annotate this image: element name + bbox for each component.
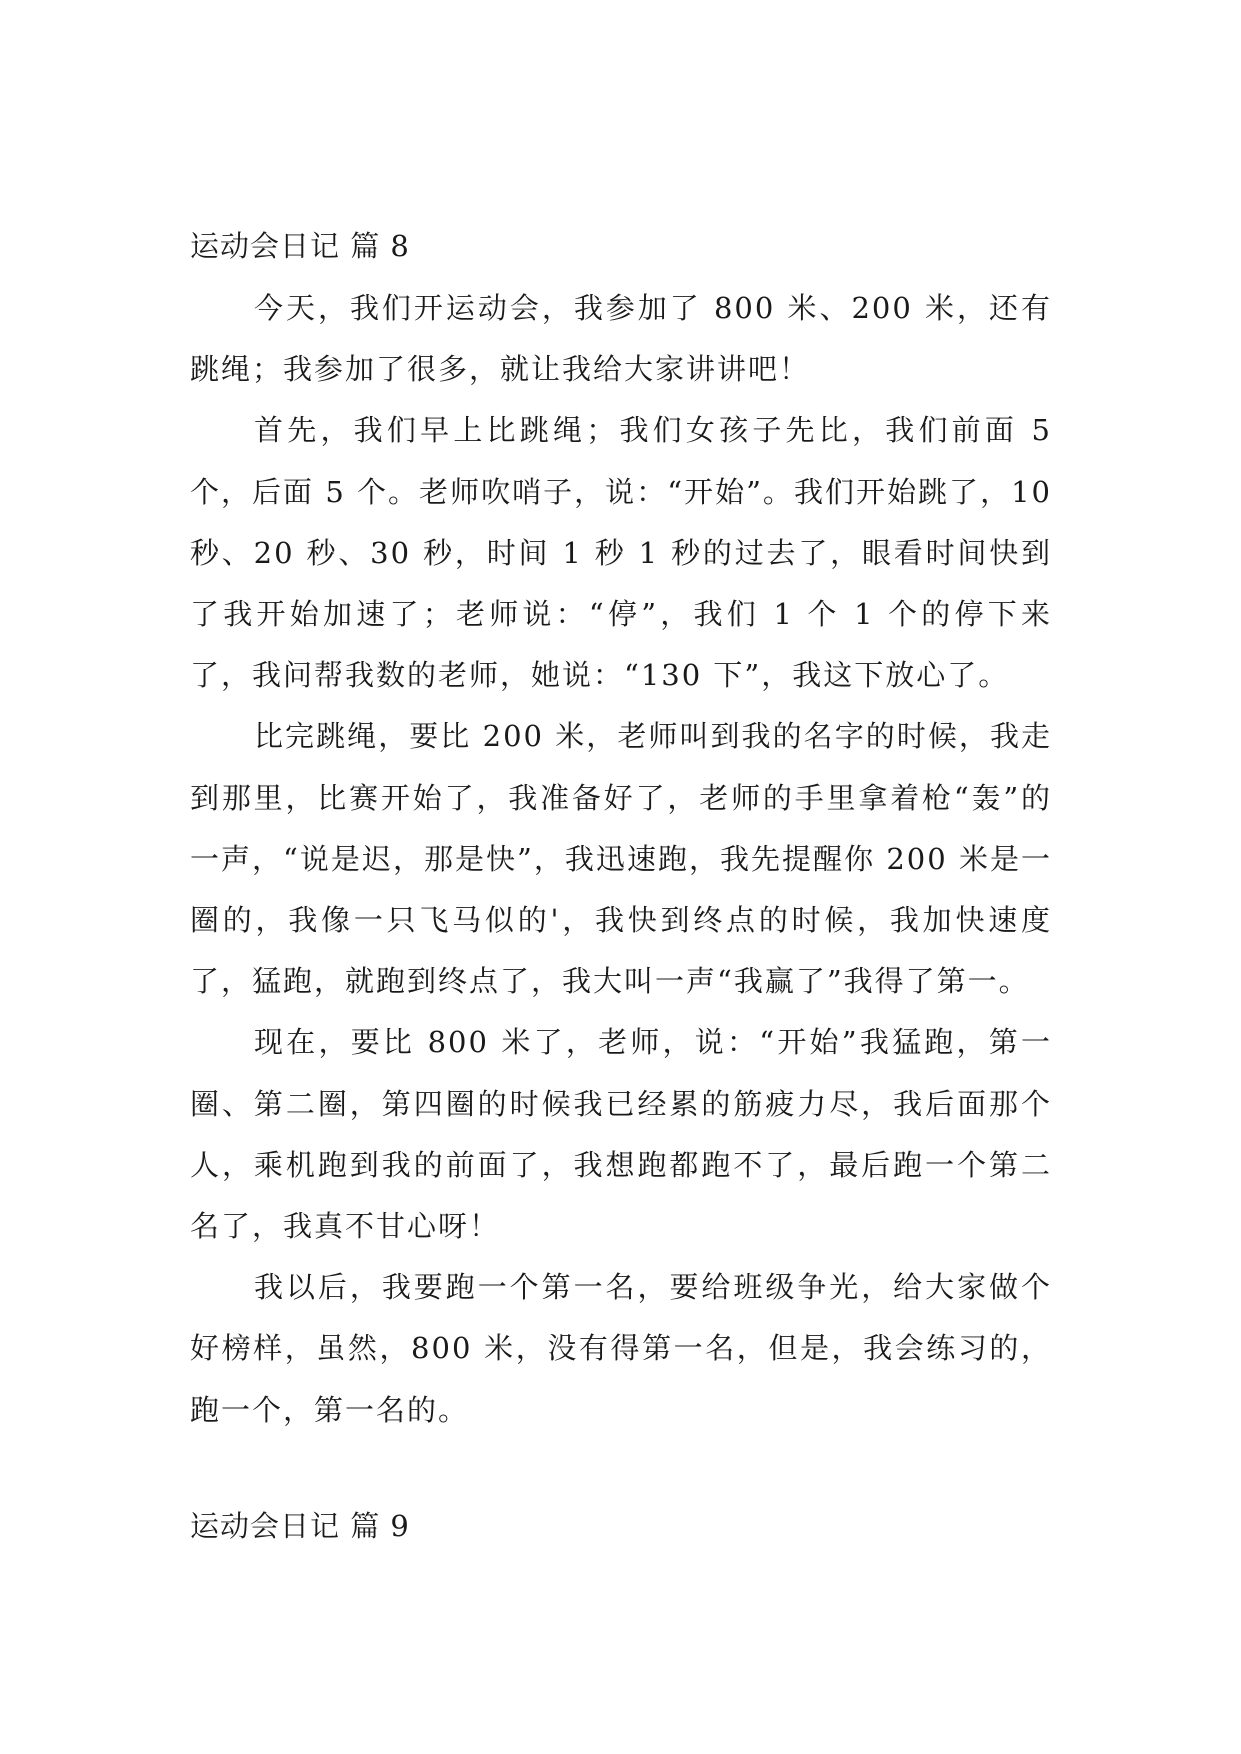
paragraph-1: 今天，我们开运动会，我参加了 800 米、200 米，还有跳绳；我参加了很多，就让我给大家讲讲吧！ <box>190 291 1052 387</box>
section-9-title: 运动会日记 篇 9 <box>190 1509 410 1543</box>
paragraph-5: 我以后，我要跑一个第一名，要给班级争光，给大家做个好榜样，虽然，800 米，没有得第一名，但是，我会练习的，跑一个，第一名的。 <box>190 1270 1052 1427</box>
paragraph-2: 首先，我们早上比跳绳；我们女孩子先比，我们前面 5 个，后面 5 个。老师吹哨子，说：“开始”。我们开始跳了，10 秒、20 秒、30 秒，时间 1 秒 1 秒的过去了，眼看时间快到了我开始加速了；老师说：“停”，我们 1 个 1 个的停下来了，我问帮我数的老师，她说：“130 下”，我这下放心了。 <box>190 413 1052 693</box>
paragraph-4: 现在，要比 800 米了，老师，说：“开始”我猛跑，第一圈、第二圈，第四圈的时候我已经累的筋疲力尽，我后面那个人，乘机跑到我的前面了，我想跑都跑不了，最后跑一个第二名了，我真不甘心呀！ <box>190 1025 1052 1244</box>
paragraph-3: 比完跳绳，要比 200 米，老师叫到我的名字的时候，我走到那里，比赛开始了，我准备好了，老师的手里拿着枪“轰”的一声，“说是迟，那是快”，我迅速跑，我先提醒你 200 米是一圈的，我像一只飞马似的'，我快到终点的时候，我加快速度了，猛跑，就跑到终点了，我大叫一声“我赢了”我得了第一。 <box>190 719 1052 999</box>
diary-body <box>190 278 1052 1441</box>
section-8-title: 运动会日记 篇 8 <box>190 229 410 263</box>
